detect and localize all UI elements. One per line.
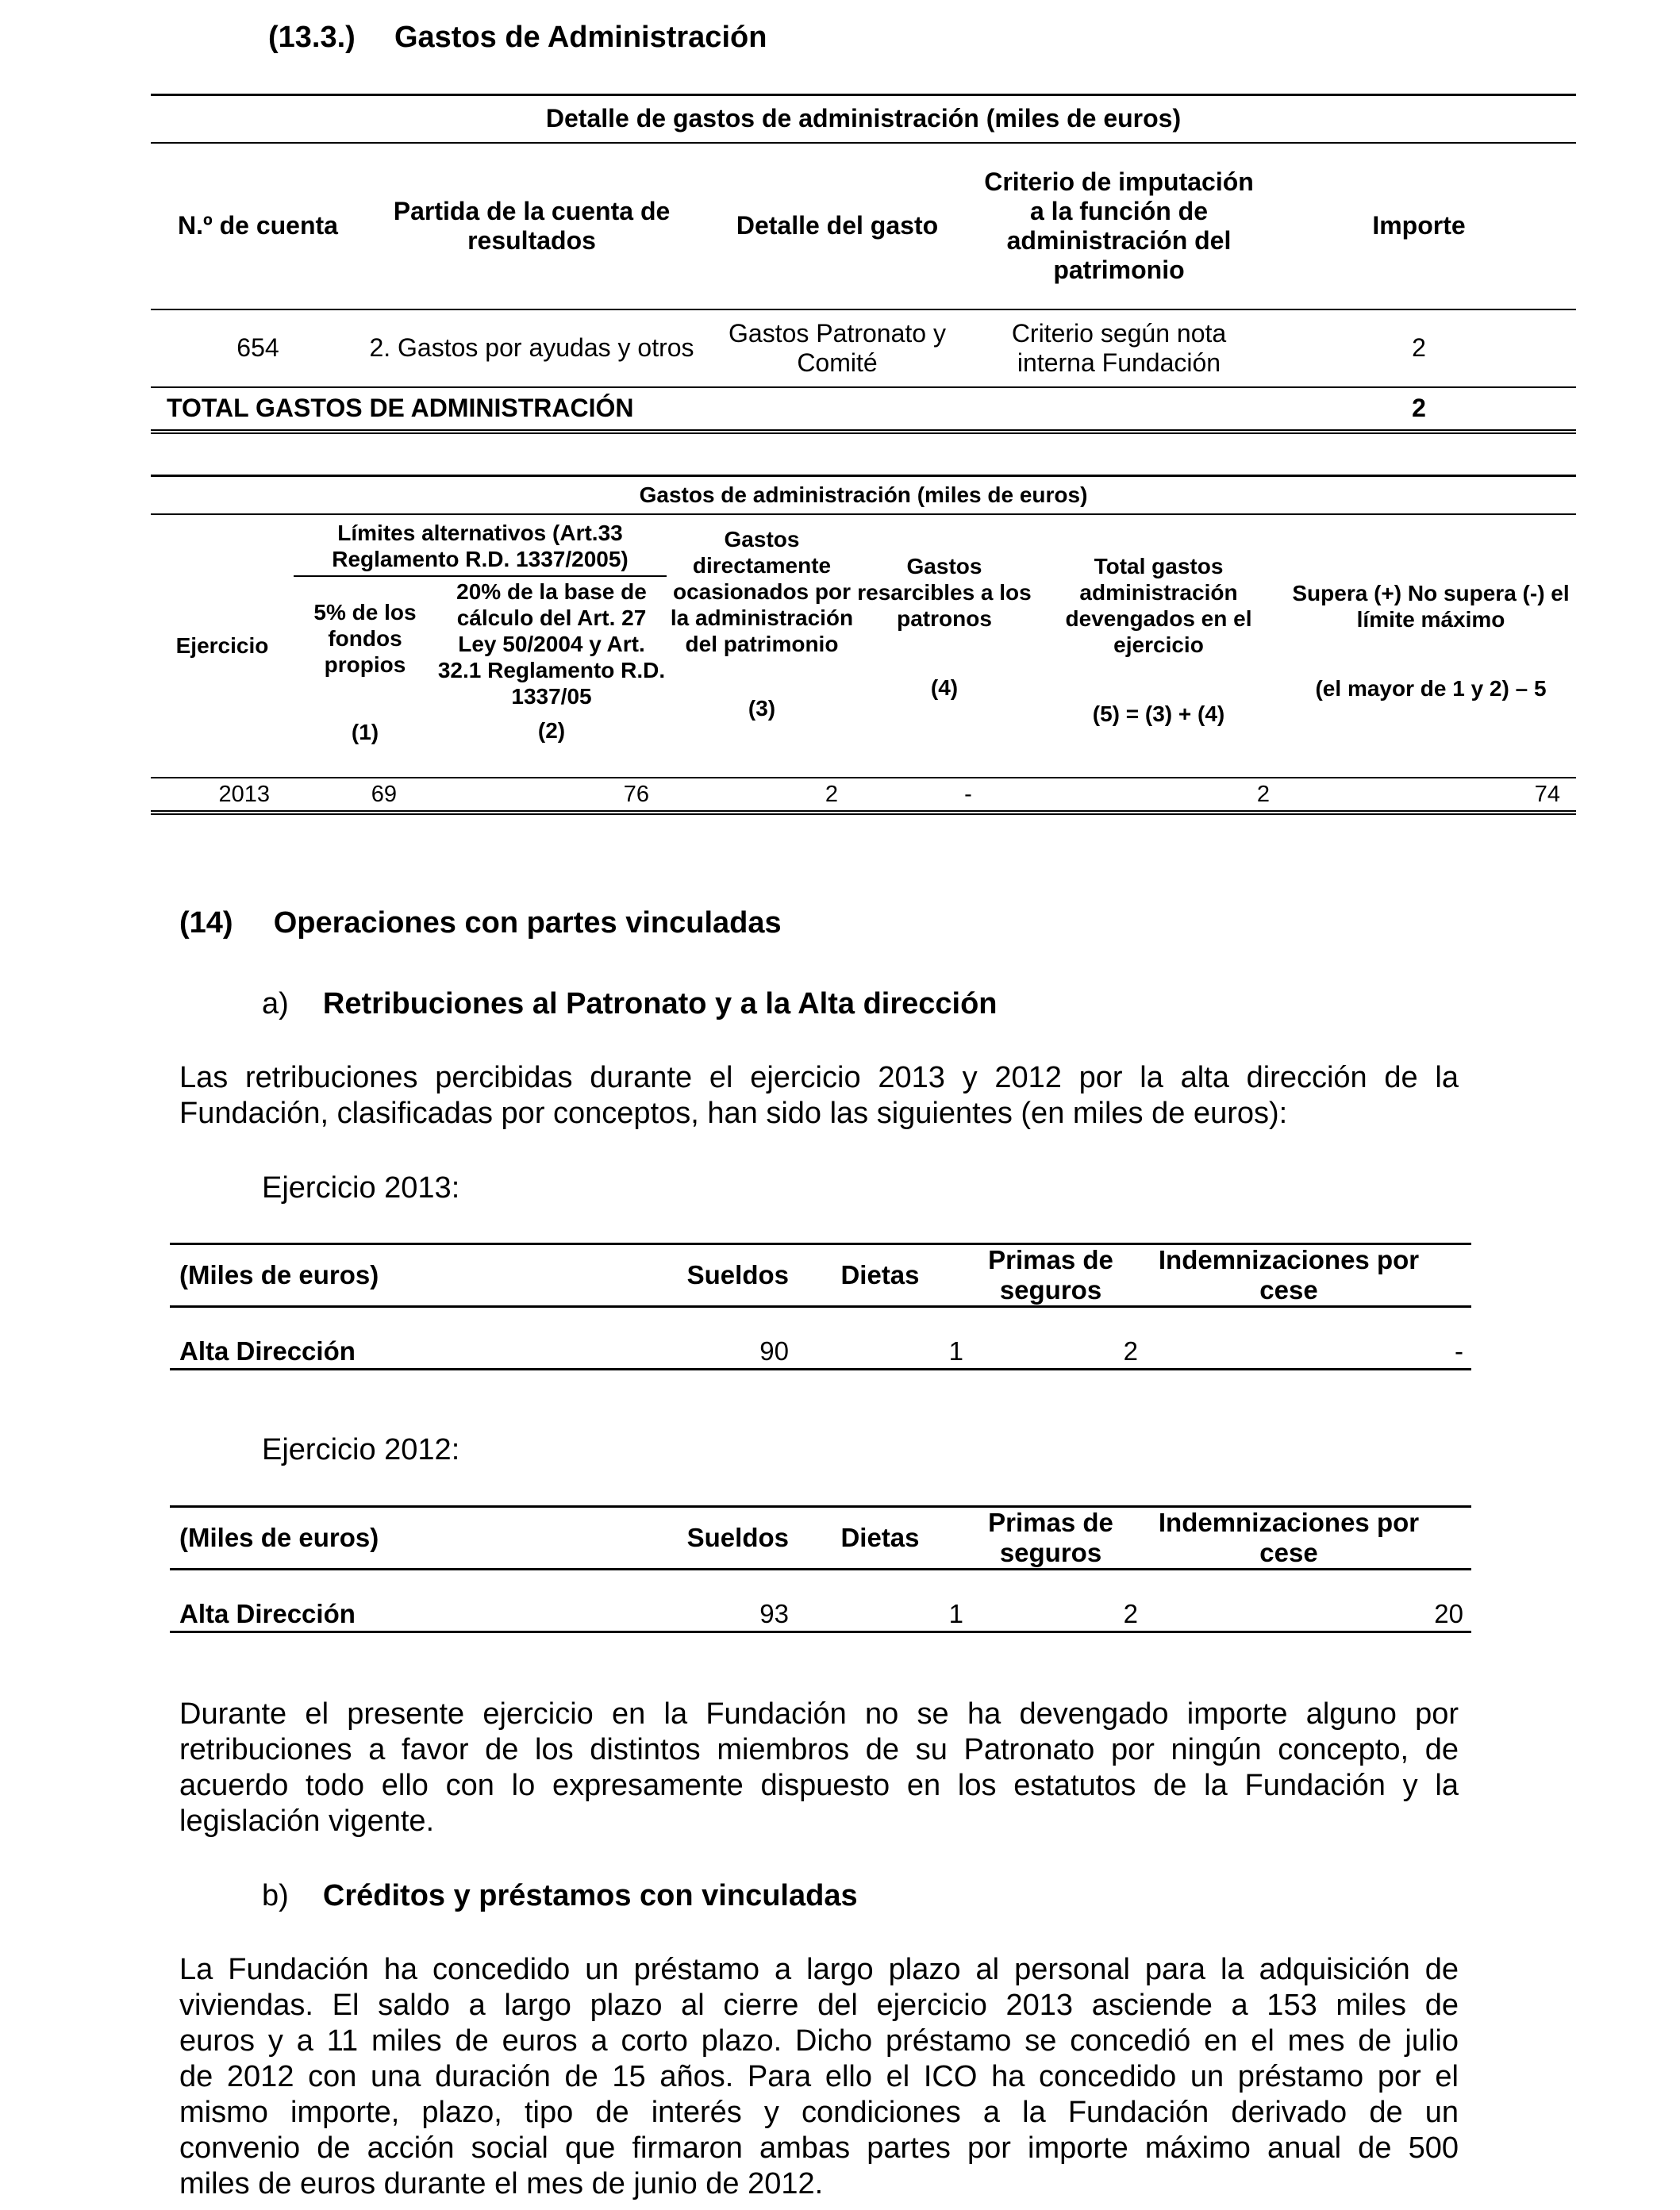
retribution-table-2013 [170, 1243, 1471, 1370]
paragraph-line: miles de euros durante el mes de junio de 2012. [179, 2167, 824, 2200]
table-cell: 93 [622, 1570, 797, 1632]
paragraph-line: viviendas. El saldo a largo plazo al cierre del ejercicio 2013 asciende a 153 miles de [179, 1989, 1459, 2022]
paragraph-line: euros y a 11 miles de euros a corto plazo. Dicho préstamo se concedió en el mes de julio [179, 2024, 1459, 2058]
table-cell: 2 [1262, 309, 1576, 387]
table-row [170, 1570, 1471, 1632]
paragraph-line: Durante el presente ejercicio en la Fundación no se ha devengado importe alguno por [179, 1697, 1459, 1731]
row-label: Alta Dirección [170, 1570, 622, 1632]
header-cell: Primas de seguros [963, 1507, 1138, 1570]
subsection-letter: b) [262, 1879, 289, 1912]
table-header-row [151, 143, 1576, 309]
subsection-title: Retribuciones al Patronato y a la Alta dirección [322, 987, 998, 1020]
retribution-table-2012 [170, 1505, 1471, 1633]
header-cell: Criterio de imputación a la función de administración del patrimonio [976, 143, 1262, 309]
header-number: (1) [351, 719, 379, 744]
header-cell: (Miles de euros) [170, 1507, 622, 1570]
admin-expenses-detail-table [151, 94, 1576, 434]
paragraph-line: acuerdo todo ello con lo expresamente dispuesto en los estatutos de la Fundación y la [179, 1769, 1459, 1802]
paragraph-line: mismo importe, plazo, tipo de interés y condiciones a la Fundación derivado de un [179, 2096, 1459, 2129]
header-total-gastos [1032, 514, 1286, 778]
subsection-title: Créditos y préstamos con vinculadas [322, 1879, 858, 1912]
table-header-row [170, 1507, 1471, 1570]
header-cell: Dietas [797, 1244, 963, 1307]
table-cell: - [857, 778, 1032, 813]
header-fondos-propios [294, 576, 436, 778]
paragraph-line: Las retribuciones percibidas durante el ejercicio 2013 y 2012 por la alta dirección de la [179, 1061, 1459, 1094]
total-value: 2 [1262, 387, 1576, 432]
table-cell: 2. Gastos por ayudas y otros [365, 309, 698, 387]
header-cell: Indemnizaciones por cese [1138, 1244, 1471, 1307]
header-number: (el mayor de 1 y 2) – 5 [1315, 675, 1547, 701]
admin-expenses-limits-table [151, 475, 1576, 815]
header-cell: (Miles de euros) [170, 1244, 622, 1307]
row-label: Alta Dirección [170, 1307, 622, 1370]
table-cell: 654 [151, 309, 365, 387]
header-cell: Primas de seguros [963, 1244, 1138, 1307]
section-heading-14 [179, 906, 782, 940]
header-text: Gastos directamente ocasionados por la administración del patrimonio [670, 526, 854, 656]
header-base-calculo [436, 576, 667, 778]
section-heading-13-3 [268, 21, 767, 55]
table-cell: Criterio según nota interna Fundación [976, 309, 1262, 387]
header-ejercicio: Ejercicio [151, 514, 294, 778]
header-text: 5% de los fondos propios [313, 599, 417, 677]
table-cell: 1 [797, 1307, 963, 1370]
table-cell: - [1138, 1307, 1471, 1370]
header-supera [1286, 514, 1576, 778]
header-cell: Partida de la cuenta de resultados [365, 143, 698, 309]
header-cell: N.º de cuenta [151, 143, 365, 309]
table-cell: 1 [797, 1570, 963, 1632]
paragraph-line: La Fundación ha concedido un préstamo a largo plazo al personal para la adquisición de [179, 1953, 1459, 1986]
table-caption: Gastos de administración (miles de euros) [151, 476, 1576, 514]
header-text: Total gastos administración devengados en el ejercicio [1065, 553, 1252, 657]
header-cell: Sueldos [622, 1244, 797, 1307]
table-cell: 2 [963, 1570, 1138, 1632]
table-cell: 69 [294, 778, 436, 813]
section-number: (13.3.) [268, 21, 356, 54]
ejercicio-2012-label: Ejercicio 2012: [262, 1433, 460, 1466]
table-cell: Gastos Patronato y Comité [698, 309, 976, 387]
paragraph-retribuciones [179, 1060, 1459, 1132]
paragraph-line: retribuciones a favor de los distintos miembros de su Patronato por ningún concepto, de [179, 1733, 1459, 1766]
header-text: Gastos resarcibles a los patronos [857, 553, 1032, 631]
table-row [151, 309, 1576, 387]
table-cell: 20 [1138, 1570, 1471, 1632]
header-number: (2) [537, 717, 566, 743]
paragraph-line: legislación vigente. [179, 1805, 435, 1838]
header-cell: Importe [1262, 143, 1576, 309]
header-cell: Indemnizaciones por cese [1138, 1507, 1471, 1570]
subsection-letter: a) [262, 987, 289, 1020]
paragraph-line: Fundación, clasificadas por conceptos, han sido las siguientes (en miles de euros): [179, 1097, 1288, 1130]
subsection-heading-b [262, 1879, 858, 1913]
header-number: (3) [748, 695, 776, 721]
table-cell: 2 [1032, 778, 1286, 813]
header-gastos-resarcibles [857, 514, 1032, 778]
table-caption: Detalle de gastos de administración (miles de euros) [151, 95, 1576, 143]
header-text: 20% de la base de cálculo del Art. 27 Ley 50/2004 y Art. 32.1 Reglamento R.D. 1337/05 [437, 578, 666, 709]
table-header-row [170, 1244, 1471, 1307]
paragraph-line: convenio de acción social que firmaron ambas partes por importe máximo anual de 500 [179, 2131, 1459, 2165]
total-row [151, 387, 1576, 432]
header-limites: Límites alternativos (Art.33 Reglamento R.D. 1337/2005) [294, 514, 667, 576]
table-row [170, 1307, 1471, 1370]
header-number: (4) [930, 675, 959, 700]
total-label: TOTAL GASTOS DE ADMINISTRACIÓN [151, 387, 1262, 432]
section-title: Operaciones con partes vinculadas [273, 906, 782, 940]
ejercicio-2013-label: Ejercicio 2013: [262, 1171, 460, 1205]
table-cell: 74 [1286, 778, 1576, 813]
paragraph-line: de 2012 con una duración de 15 años. Para ello el ICO ha concedido un préstamo por el [179, 2060, 1459, 2093]
header-number: (5) = (3) + (4) [1092, 701, 1225, 726]
header-cell: Sueldos [622, 1507, 797, 1570]
paragraph-prestamos [179, 1952, 1459, 2202]
table-row [151, 778, 1576, 813]
table-cell: 2013 [151, 778, 294, 813]
table-cell: 2 [667, 778, 857, 813]
section-title: Gastos de Administración [394, 21, 767, 54]
table-cell: 76 [436, 778, 667, 813]
table-cell: 2 [963, 1307, 1138, 1370]
header-cell: Detalle del gasto [698, 143, 976, 309]
subsection-heading-a [262, 987, 998, 1021]
table-cell: 90 [622, 1307, 797, 1370]
header-text: Supera (+) No supera (-) el límite máximo [1292, 580, 1570, 632]
paragraph-patronato [179, 1697, 1459, 1839]
section-number: (14) [179, 906, 233, 940]
header-cell: Dietas [797, 1507, 963, 1570]
header-gastos-directos [667, 514, 857, 778]
